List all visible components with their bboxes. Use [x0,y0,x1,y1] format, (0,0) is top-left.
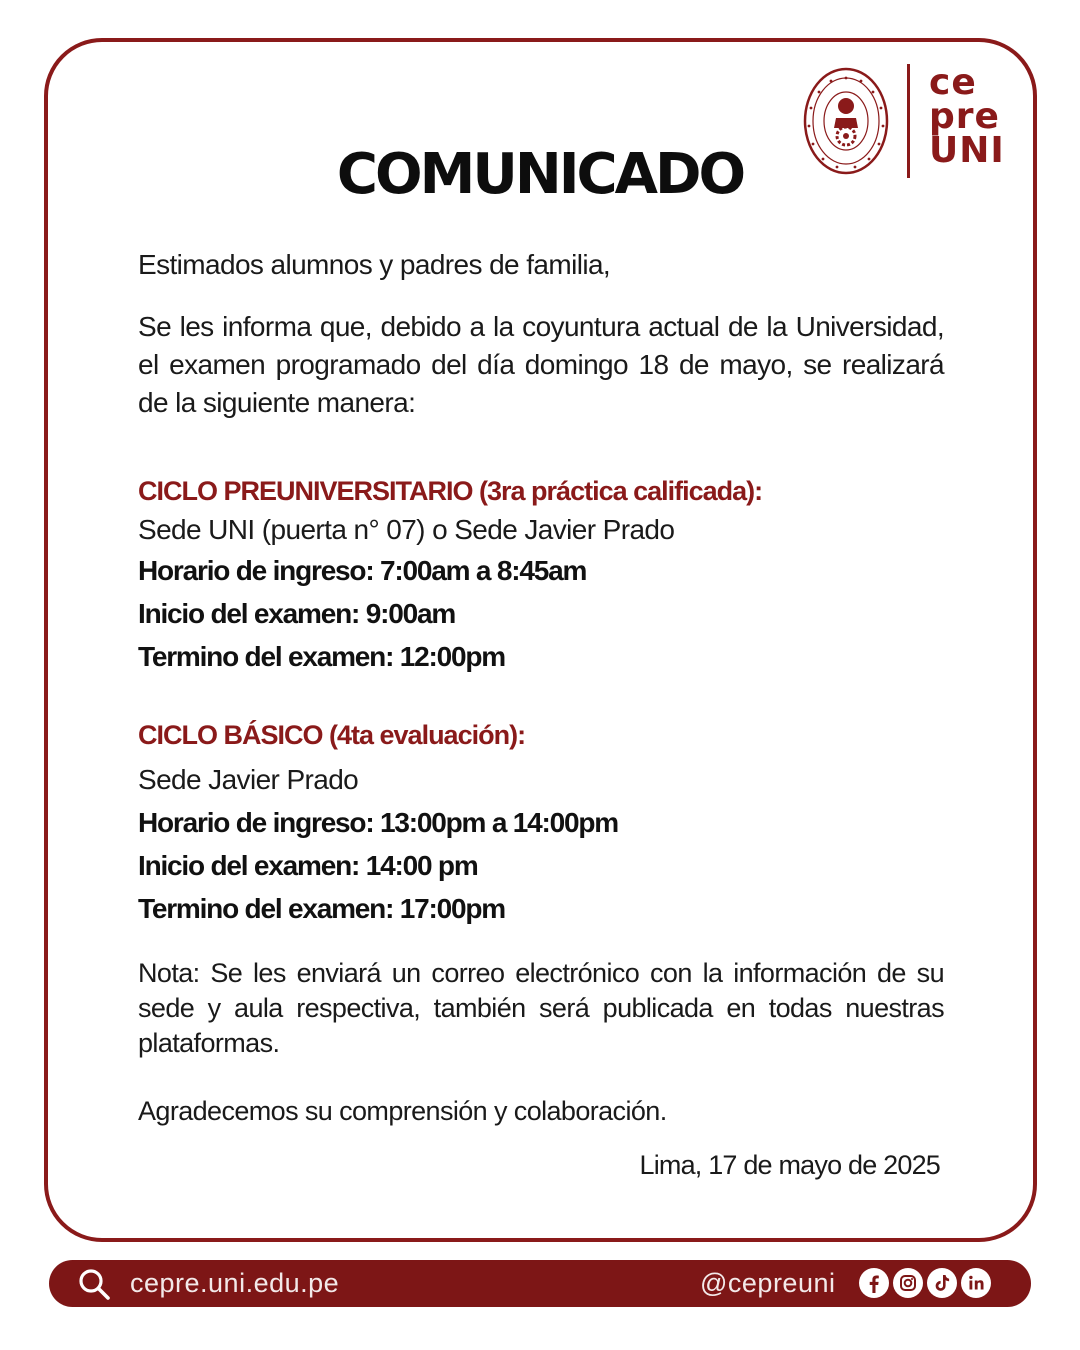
section-ingreso: Horario de ingreso: 7:00am a 8:45am [138,555,587,586]
section-sede: Sede Javier Prado [138,764,359,795]
section-inicio: Inicio del examen: 9:00am [138,598,456,629]
section-termino: Termino del examen: 12:00pm [138,641,505,672]
greeting: Estimados alumnos y padres de familia, [138,249,611,280]
instagram-icon[interactable] [893,1268,923,1298]
note-paragraph: Nota: Se les enviará un correo electrónico con la información de su sede y aula respectiva, también será publicada en todas nuestras plataformas. [138,958,944,1058]
tiktok-icon[interactable] [927,1268,957,1298]
card-frame [44,38,1037,1242]
thanks-line: Agradecemos su comprensión y colaboración. [138,1096,667,1126]
logo-line-3: UNI [929,130,1005,171]
linkedin-icon[interactable] [961,1268,991,1298]
section-termino: Termino del examen: 17:00pm [138,893,505,924]
website-link[interactable]: cepre.uni.edu.pe [130,1268,340,1298]
section-sede: Sede UNI (puerta n° 07) o Sede Javier Prado [138,514,675,545]
section-ingreso: Horario de ingreso: 13:00pm a 14:00pm [138,807,618,838]
section-inicio: Inicio del examen: 14:00 pm [138,850,478,881]
logo-line-2: pre [929,96,1000,137]
date-line: Lima, 17 de mayo de 2025 [639,1150,940,1180]
section-title-preuniversitario: CICLO PREUNIVERSITARIO (3ra práctica calificada): [138,476,763,506]
facebook-icon[interactable] [859,1268,889,1298]
logo-line-1: ce [929,62,977,103]
footer-bar [49,1260,1031,1307]
page-title: COMUNICADO [336,142,744,207]
social-handle[interactable]: @cepreuni [700,1268,836,1298]
search-icon [77,1267,111,1301]
intro-paragraph: Se les informa que, debido a la coyuntura actual de la Universidad, el examen programado del día domingo 18 de mayo, se realizará de la siguiente manera: [138,311,944,418]
section-title-basico: CICLO BÁSICO (4ta evaluación): [138,720,526,750]
